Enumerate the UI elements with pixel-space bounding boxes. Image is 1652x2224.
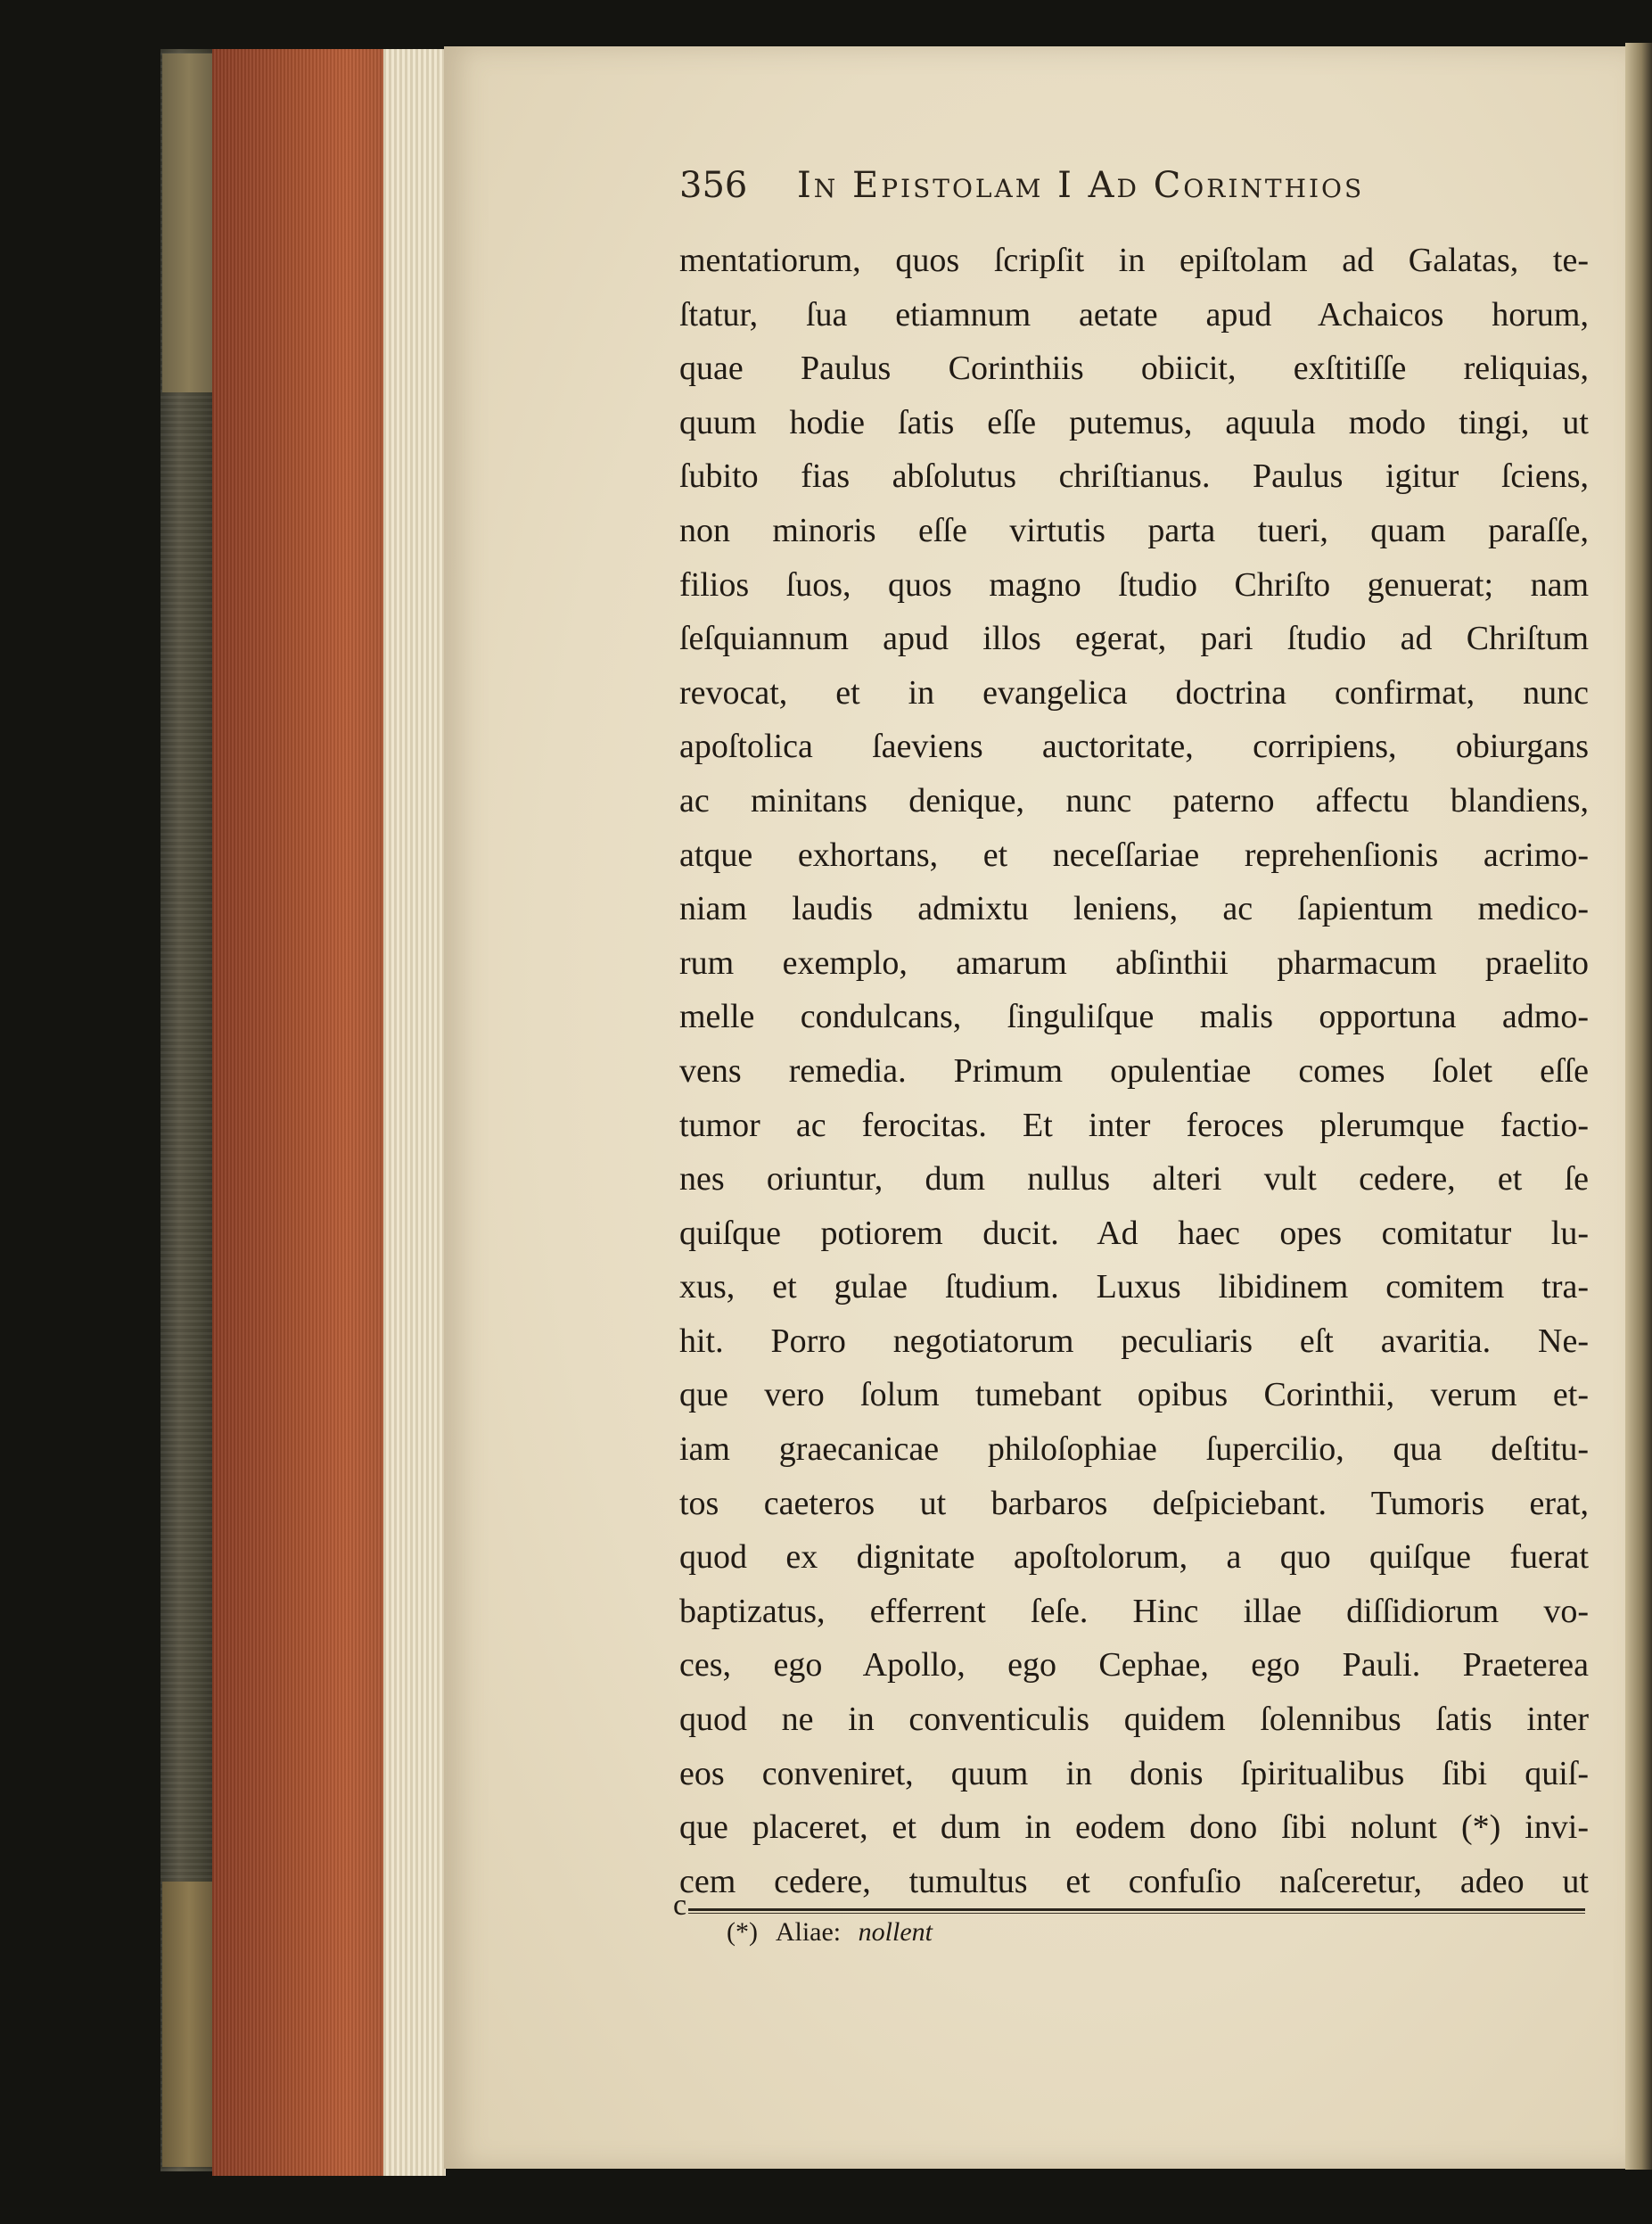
text-line: mentatiorum, quos ſcripſit in epiſtolam ad Galatas, te- — [679, 242, 1589, 279]
text-line: ac minitans denique, nunc paterno affectu blandiens, — [679, 781, 1589, 820]
text-line: vens remedia. Primum opulentiae comes ſolet eſſe — [679, 1051, 1589, 1090]
text-line: hit. Porro negotiatorum peculiaris eſt avaritia. Ne- — [679, 1322, 1589, 1360]
footnote-variant: nollent — [858, 1917, 933, 1947]
footnote-text: Aliae: — [775, 1917, 842, 1947]
text-line: que vero ſolum tumebant opibus Corinthii, verum et- — [679, 1376, 1589, 1414]
text-line: melle condulcans, ſinguliſque malis opportuna admo- — [679, 998, 1589, 1036]
text-line: niam laudis admixtu leniens, ac ſapientum medico- — [679, 890, 1589, 928]
footnote-rule — [688, 1908, 1585, 1911]
text-line: ſtatur, ſua etiamnum aetate apud Achaicos horum, — [679, 295, 1589, 334]
text-line: baptizatus, efferrent ſeſe. Hinc illae diſſidiorum vo- — [679, 1592, 1589, 1630]
catchword: c — [673, 1889, 687, 1922]
text-line: ces, ego Apollo, ego Cephae, ego Pauli. Praeterea — [679, 1646, 1589, 1684]
page-header — [679, 165, 1589, 218]
text-line: filios ſuos, quos magno ſtudio Chriſto genuerat; nam — [679, 565, 1589, 604]
footnote-mark: (*) — [727, 1917, 758, 1947]
footnote — [727, 1917, 933, 1948]
text-line: ſeſquiannum apud illos egerat, pari ſtudio ad Chriſtum — [679, 620, 1589, 658]
text-line: tumor ac ferocitas. Et inter feroces plerumque factio- — [679, 1106, 1589, 1144]
text-line: apoſtolica ſaeviens auctoritate, corripiens, obiurgans — [679, 728, 1589, 766]
text-line: cem cedere, tumultus et confuſio naſceretur, adeo ut — [679, 1862, 1589, 1900]
running-title: In Epistolam I Ad Corinthios — [797, 165, 1365, 206]
book-right-edge — [1625, 43, 1652, 2170]
text-line: quiſque potiorem ducit. Ad haec opes comitatur lu- — [679, 1214, 1589, 1252]
page-stack — [383, 49, 446, 2176]
text-line: quae Paulus Corinthiis obiicit, exſtitiſſe reliquias, — [679, 350, 1589, 388]
text-line: nes oriuntur, dum nullus alteri vult cedere, et ſe — [679, 1160, 1589, 1198]
text-line: non minoris eſſe virtutis parta tueri, quam paraſſe, — [679, 511, 1589, 549]
text-line: quod ex dignitate apoſtolorum, a quo quiſque fuerat — [679, 1538, 1589, 1577]
text-line: iam graecanicae philoſophiae ſupercilio, qua deſtitu- — [679, 1430, 1589, 1469]
text-line: tos caeteros ut barbaros deſpiciebant. Tumoris erat, — [679, 1484, 1589, 1522]
text-line: quod ne in conventiculis quidem ſolennibus ſatis inter — [679, 1701, 1589, 1739]
cover-leather-strip — [162, 54, 216, 392]
text-line: atque exhortans, et neceſſariae reprehenſionis acrimo- — [679, 836, 1589, 874]
page-number: 356 — [679, 165, 748, 206]
text-line: eos conveniret, quum in donis ſpiritualibus ſibi quiſ- — [679, 1754, 1589, 1792]
text-line: revocat, et in evangelica doctrina confirmat, nunc — [679, 673, 1589, 712]
footnote-rule-thin — [688, 1913, 1585, 1914]
text-line: xus, et gulae ſtudium. Luxus libidinem comitem tra- — [679, 1268, 1589, 1306]
text-line: que placeret, et dum in eodem dono ſibi nolunt (*) invi- — [679, 1808, 1589, 1847]
text-line: quum hodie ſatis eſſe putemus, aquula modo tingi, ut — [679, 403, 1589, 441]
text-line: ſubito fias abſolutus chriſtianus. Paulus igitur ſciens, — [679, 457, 1589, 496]
text-line: rum exemplo, amarum abſinthii pharmacum praelito — [679, 943, 1589, 982]
body-text — [679, 234, 1589, 1908]
cover-leather-strip-bottom — [162, 1882, 216, 2167]
